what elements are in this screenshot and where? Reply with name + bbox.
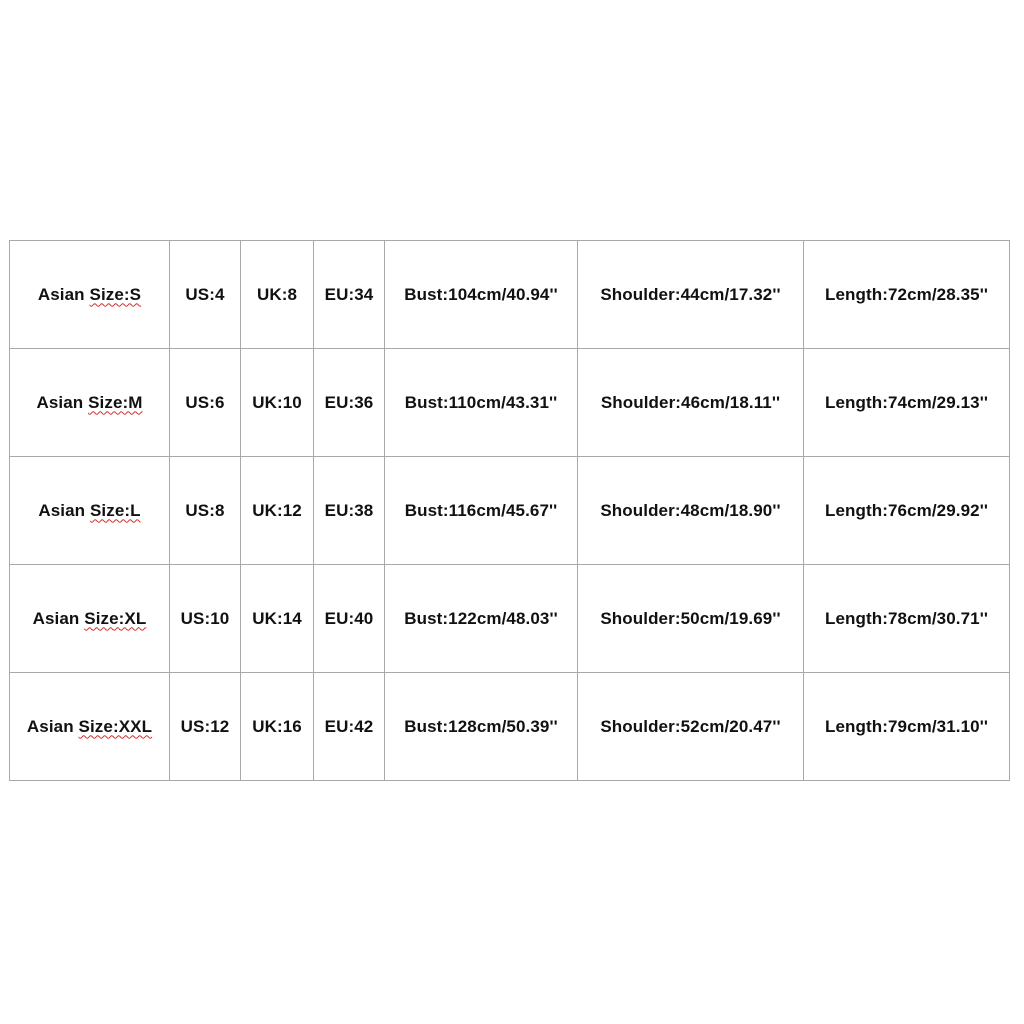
uk-size-cell: UK:12 bbox=[241, 457, 314, 565]
shoulder-cell: Shoulder:50cm/19.69'' bbox=[578, 565, 804, 673]
us-size-cell: US:10 bbox=[170, 565, 241, 673]
shoulder-cell: Shoulder:48cm/18.90'' bbox=[578, 457, 804, 565]
size-chart-table bbox=[9, 240, 1010, 781]
eu-size-cell: EU:34 bbox=[314, 241, 385, 349]
size-row-s bbox=[10, 241, 1010, 349]
eu-size-cell: EU:38 bbox=[314, 457, 385, 565]
shoulder-cell: Shoulder:46cm/18.11'' bbox=[578, 349, 804, 457]
eu-size-cell: EU:40 bbox=[314, 565, 385, 673]
bust-cell: Bust:122cm/48.03'' bbox=[385, 565, 578, 673]
size-row-xl bbox=[10, 565, 1010, 673]
us-size-cell: US:4 bbox=[170, 241, 241, 349]
shoulder-cell: Shoulder:44cm/17.32'' bbox=[578, 241, 804, 349]
uk-size-cell: UK:8 bbox=[241, 241, 314, 349]
us-size-cell: US:8 bbox=[170, 457, 241, 565]
length-cell: Length:78cm/30.71'' bbox=[804, 565, 1010, 673]
asian-size-cell: Asian Size:XL bbox=[10, 565, 170, 673]
bust-cell: Bust:128cm/50.39'' bbox=[385, 673, 578, 781]
asian-size-cell: Asian Size:XXL bbox=[10, 673, 170, 781]
eu-size-cell: EU:42 bbox=[314, 673, 385, 781]
uk-size-cell: UK:10 bbox=[241, 349, 314, 457]
uk-size-cell: UK:16 bbox=[241, 673, 314, 781]
uk-size-cell: UK:14 bbox=[241, 565, 314, 673]
bust-cell: Bust:110cm/43.31'' bbox=[385, 349, 578, 457]
eu-size-cell: EU:36 bbox=[314, 349, 385, 457]
size-row-l bbox=[10, 457, 1010, 565]
length-cell: Length:79cm/31.10'' bbox=[804, 673, 1010, 781]
us-size-cell: US:6 bbox=[170, 349, 241, 457]
shoulder-cell: Shoulder:52cm/20.47'' bbox=[578, 673, 804, 781]
us-size-cell: US:12 bbox=[170, 673, 241, 781]
size-row-xxl bbox=[10, 673, 1010, 781]
size-row-m bbox=[10, 349, 1010, 457]
bust-cell: Bust:104cm/40.94'' bbox=[385, 241, 578, 349]
bust-cell: Bust:116cm/45.67'' bbox=[385, 457, 578, 565]
asian-size-cell: Asian Size:S bbox=[10, 241, 170, 349]
asian-size-cell: Asian Size:L bbox=[10, 457, 170, 565]
asian-size-cell: Asian Size:M bbox=[10, 349, 170, 457]
length-cell: Length:72cm/28.35'' bbox=[804, 241, 1010, 349]
length-cell: Length:74cm/29.13'' bbox=[804, 349, 1010, 457]
length-cell: Length:76cm/29.92'' bbox=[804, 457, 1010, 565]
